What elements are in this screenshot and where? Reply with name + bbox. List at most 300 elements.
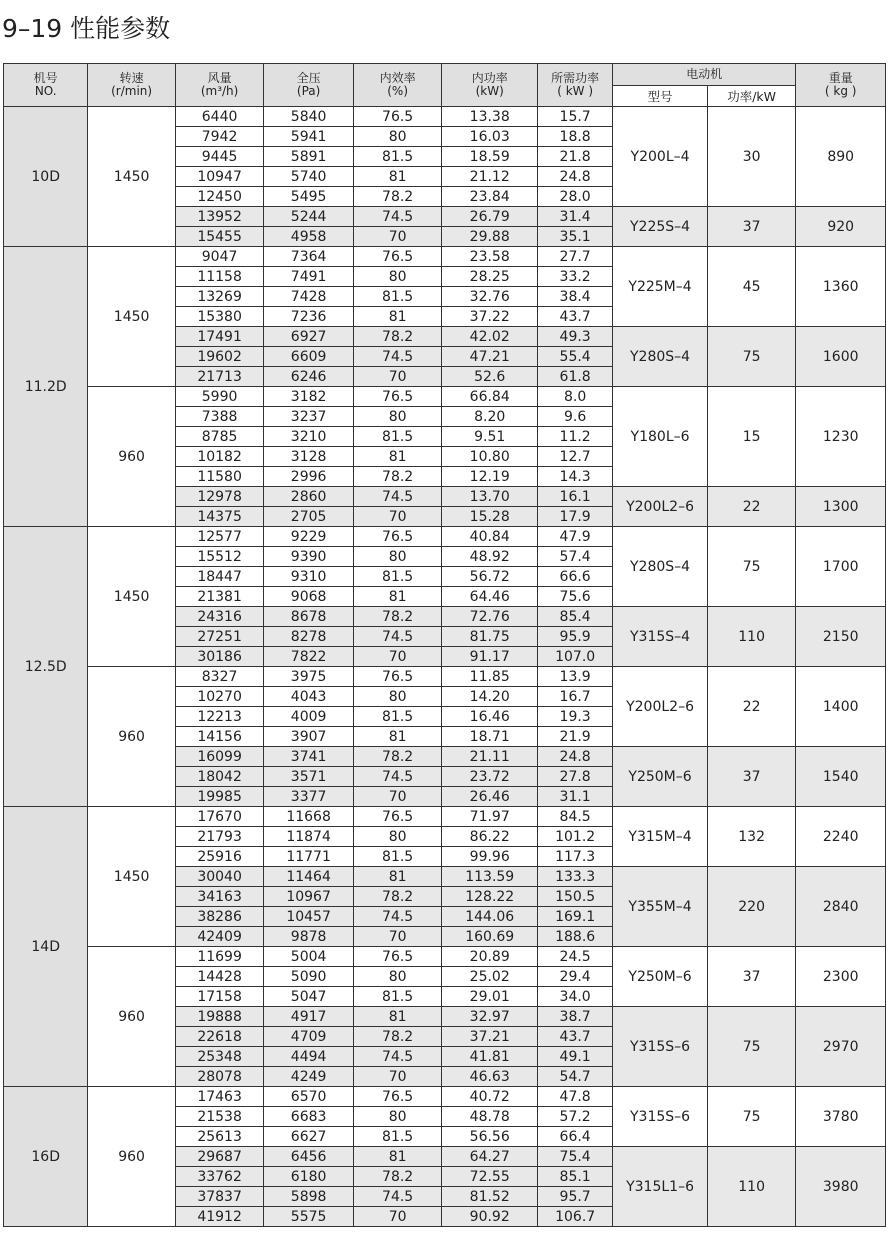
flow-cell: 15512: [175, 547, 264, 567]
motor-model-cell: Y315S–4: [613, 607, 708, 667]
efficiency-cell: 78.2: [353, 467, 442, 487]
header-required-power: 所需功率 ( kW ): [538, 64, 613, 107]
flow-cell: 21538: [175, 1107, 264, 1127]
flow-cell: 13952: [175, 207, 264, 227]
pressure-cell: 3377: [264, 787, 354, 807]
efficiency-cell: 76.5: [353, 807, 442, 827]
inner-power-cell: 32.97: [442, 1007, 538, 1027]
efficiency-cell: 70: [353, 227, 442, 247]
weight-cell: 1300: [796, 487, 886, 527]
required-power-cell: 54.7: [538, 1067, 613, 1087]
motor-power-cell: 37: [707, 947, 796, 1007]
inner-power-cell: 66.84: [442, 387, 538, 407]
efficiency-cell: 70: [353, 507, 442, 527]
flow-cell: 25348: [175, 1047, 264, 1067]
motor-power-cell: 75: [707, 527, 796, 607]
efficiency-cell: 78.2: [353, 1027, 442, 1047]
required-power-cell: 47.8: [538, 1087, 613, 1107]
flow-cell: 22618: [175, 1027, 264, 1047]
efficiency-cell: 80: [353, 967, 442, 987]
efficiency-cell: 70: [353, 367, 442, 387]
required-power-cell: 95.9: [538, 627, 613, 647]
inner-power-cell: 37.22: [442, 307, 538, 327]
inner-power-cell: 32.76: [442, 287, 538, 307]
efficiency-cell: 70: [353, 787, 442, 807]
pressure-cell: 3182: [264, 387, 354, 407]
inner-power-cell: 72.55: [442, 1167, 538, 1187]
inner-power-cell: 21.12: [442, 167, 538, 187]
efficiency-cell: 74.5: [353, 207, 442, 227]
flow-cell: 27251: [175, 627, 264, 647]
efficiency-cell: 70: [353, 647, 442, 667]
header-weight: 重量 ( kg ): [796, 64, 886, 107]
efficiency-cell: 76.5: [353, 1087, 442, 1107]
weight-cell: 1700: [796, 527, 886, 607]
flow-cell: 42409: [175, 927, 264, 947]
inner-power-cell: 13.70: [442, 487, 538, 507]
required-power-cell: 15.7: [538, 107, 613, 127]
inner-power-cell: 40.72: [442, 1087, 538, 1107]
inner-power-cell: 113.59: [442, 867, 538, 887]
inner-power-cell: 160.69: [442, 927, 538, 947]
inner-power-cell: 56.56: [442, 1127, 538, 1147]
flow-cell: 17463: [175, 1087, 264, 1107]
table-row: [4, 807, 886, 827]
flow-cell: 18447: [175, 567, 264, 587]
inner-power-cell: 99.96: [442, 847, 538, 867]
inner-power-cell: 48.92: [442, 547, 538, 567]
efficiency-cell: 81.5: [353, 707, 442, 727]
required-power-cell: 27.7: [538, 247, 613, 267]
required-power-cell: 31.4: [538, 207, 613, 227]
speed-cell: 960: [88, 1087, 175, 1227]
inner-power-cell: 41.81: [442, 1047, 538, 1067]
inner-power-cell: 26.46: [442, 787, 538, 807]
required-power-cell: 14.3: [538, 467, 613, 487]
efficiency-cell: 78.2: [353, 327, 442, 347]
pressure-cell: 6456: [264, 1147, 354, 1167]
inner-power-cell: 9.51: [442, 427, 538, 447]
speed-cell: 1450: [88, 247, 175, 387]
pressure-cell: 10457: [264, 907, 354, 927]
flow-cell: 14428: [175, 967, 264, 987]
weight-cell: 2300: [796, 947, 886, 1007]
efficiency-cell: 80: [353, 127, 442, 147]
efficiency-cell: 78.2: [353, 187, 442, 207]
pressure-cell: 2996: [264, 467, 354, 487]
header-inner-power: 内功率 (kW): [442, 64, 538, 107]
pressure-cell: 5891: [264, 147, 354, 167]
weight-cell: 920: [796, 207, 886, 247]
required-power-cell: 49.3: [538, 327, 613, 347]
flow-cell: 24316: [175, 607, 264, 627]
efficiency-cell: 81: [353, 447, 442, 467]
motor-model-cell: Y225M–4: [613, 247, 708, 327]
machine-no-cell: 12.5D: [4, 527, 88, 807]
pressure-cell: 6627: [264, 1127, 354, 1147]
motor-model-cell: Y200L2–6: [613, 487, 708, 527]
inner-power-cell: 90.92: [442, 1207, 538, 1227]
motor-model-cell: Y280S–4: [613, 327, 708, 387]
flow-cell: 38286: [175, 907, 264, 927]
flow-cell: 34163: [175, 887, 264, 907]
pressure-cell: 7364: [264, 247, 354, 267]
required-power-cell: 21.9: [538, 727, 613, 747]
pressure-cell: 5047: [264, 987, 354, 1007]
flow-cell: 10182: [175, 447, 264, 467]
inner-power-cell: 20.89: [442, 947, 538, 967]
efficiency-cell: 78.2: [353, 1167, 442, 1187]
efficiency-cell: 74.5: [353, 767, 442, 787]
flow-cell: 21713: [175, 367, 264, 387]
required-power-cell: 8.0: [538, 387, 613, 407]
required-power-cell: 85.4: [538, 607, 613, 627]
required-power-cell: 117.3: [538, 847, 613, 867]
efficiency-cell: 74.5: [353, 907, 442, 927]
pressure-cell: 5941: [264, 127, 354, 147]
pressure-cell: 6927: [264, 327, 354, 347]
required-power-cell: 35.1: [538, 227, 613, 247]
efficiency-cell: 76.5: [353, 667, 442, 687]
inner-power-cell: 71.97: [442, 807, 538, 827]
required-power-cell: 49.1: [538, 1047, 613, 1067]
required-power-cell: 55.4: [538, 347, 613, 367]
flow-cell: 14156: [175, 727, 264, 747]
motor-model-cell: Y225S–4: [613, 207, 708, 247]
efficiency-cell: 81: [353, 587, 442, 607]
inner-power-cell: 40.84: [442, 527, 538, 547]
required-power-cell: 9.6: [538, 407, 613, 427]
inner-power-cell: 48.78: [442, 1107, 538, 1127]
pressure-cell: 10967: [264, 887, 354, 907]
table-row: [4, 1087, 886, 1107]
inner-power-cell: 29.88: [442, 227, 538, 247]
required-power-cell: 17.9: [538, 507, 613, 527]
flow-cell: 7942: [175, 127, 264, 147]
pressure-cell: 11874: [264, 827, 354, 847]
inner-power-cell: 23.58: [442, 247, 538, 267]
required-power-cell: 16.1: [538, 487, 613, 507]
inner-power-cell: 64.46: [442, 587, 538, 607]
table-body: [4, 107, 886, 1227]
required-power-cell: 85.1: [538, 1167, 613, 1187]
pressure-cell: 2705: [264, 507, 354, 527]
inner-power-cell: 28.25: [442, 267, 538, 287]
machine-no-cell: 16D: [4, 1087, 88, 1227]
efficiency-cell: 78.2: [353, 747, 442, 767]
efficiency-cell: 74.5: [353, 627, 442, 647]
efficiency-cell: 78.2: [353, 607, 442, 627]
inner-power-cell: 8.20: [442, 407, 538, 427]
pressure-cell: 11668: [264, 807, 354, 827]
motor-power-cell: 110: [707, 1147, 796, 1227]
inner-power-cell: 64.27: [442, 1147, 538, 1167]
inner-power-cell: 15.28: [442, 507, 538, 527]
pressure-cell: 3237: [264, 407, 354, 427]
inner-power-cell: 72.76: [442, 607, 538, 627]
pressure-cell: 6683: [264, 1107, 354, 1127]
motor-model-cell: Y180L–6: [613, 387, 708, 487]
required-power-cell: 24.5: [538, 947, 613, 967]
motor-model-cell: Y315S–6: [613, 1007, 708, 1087]
pressure-cell: 5840: [264, 107, 354, 127]
required-power-cell: 12.7: [538, 447, 613, 467]
required-power-cell: 29.4: [538, 967, 613, 987]
weight-cell: 2150: [796, 607, 886, 667]
required-power-cell: 21.8: [538, 147, 613, 167]
inner-power-cell: 56.72: [442, 567, 538, 587]
pressure-cell: 3210: [264, 427, 354, 447]
inner-power-cell: 13.38: [442, 107, 538, 127]
flow-cell: 12450: [175, 187, 264, 207]
efficiency-cell: 70: [353, 1207, 442, 1227]
efficiency-cell: 81: [353, 167, 442, 187]
required-power-cell: 13.9: [538, 667, 613, 687]
pressure-cell: 4043: [264, 687, 354, 707]
inner-power-cell: 81.75: [442, 627, 538, 647]
efficiency-cell: 76.5: [353, 947, 442, 967]
inner-power-cell: 21.11: [442, 747, 538, 767]
weight-cell: 1540: [796, 747, 886, 807]
flow-cell: 18042: [175, 767, 264, 787]
pressure-cell: 6180: [264, 1167, 354, 1187]
required-power-cell: 95.7: [538, 1187, 613, 1207]
flow-cell: 6440: [175, 107, 264, 127]
inner-power-cell: 144.06: [442, 907, 538, 927]
required-power-cell: 24.8: [538, 747, 613, 767]
header-motor-model: 型号: [613, 86, 708, 107]
efficiency-cell: 80: [353, 827, 442, 847]
inner-power-cell: 42.02: [442, 327, 538, 347]
efficiency-cell: 81.5: [353, 987, 442, 1007]
pressure-cell: 5898: [264, 1187, 354, 1207]
required-power-cell: 106.7: [538, 1207, 613, 1227]
machine-no-cell: 11.2D: [4, 247, 88, 527]
pressure-cell: 9310: [264, 567, 354, 587]
header-flow: 风量 (m³/h): [175, 64, 264, 107]
header-pressure: 全压 (Pa): [264, 64, 354, 107]
motor-model-cell: Y200L–4: [613, 107, 708, 207]
pressure-cell: 4009: [264, 707, 354, 727]
required-power-cell: 27.8: [538, 767, 613, 787]
pressure-cell: 9390: [264, 547, 354, 567]
flow-cell: 25613: [175, 1127, 264, 1147]
required-power-cell: 101.2: [538, 827, 613, 847]
required-power-cell: 150.5: [538, 887, 613, 907]
motor-power-cell: 37: [707, 207, 796, 247]
pressure-cell: 7491: [264, 267, 354, 287]
flow-cell: 8327: [175, 667, 264, 687]
motor-power-cell: 22: [707, 667, 796, 747]
pressure-cell: 5495: [264, 187, 354, 207]
required-power-cell: 57.2: [538, 1107, 613, 1127]
flow-cell: 12213: [175, 707, 264, 727]
motor-model-cell: Y250M–6: [613, 947, 708, 1007]
speed-cell: 1450: [88, 527, 175, 667]
efficiency-cell: 81: [353, 867, 442, 887]
flow-cell: 19602: [175, 347, 264, 367]
inner-power-cell: 16.46: [442, 707, 538, 727]
flow-cell: 14375: [175, 507, 264, 527]
speed-cell: 960: [88, 387, 175, 527]
efficiency-cell: 78.2: [353, 887, 442, 907]
flow-cell: 12577: [175, 527, 264, 547]
inner-power-cell: 16.03: [442, 127, 538, 147]
performance-table: [3, 63, 886, 1227]
required-power-cell: 84.5: [538, 807, 613, 827]
required-power-cell: 169.1: [538, 907, 613, 927]
efficiency-cell: 81.5: [353, 567, 442, 587]
pressure-cell: 4709: [264, 1027, 354, 1047]
required-power-cell: 107.0: [538, 647, 613, 667]
weight-cell: 3980: [796, 1147, 886, 1227]
flow-cell: 17158: [175, 987, 264, 1007]
required-power-cell: 31.1: [538, 787, 613, 807]
weight-cell: 2970: [796, 1007, 886, 1087]
flow-cell: 21793: [175, 827, 264, 847]
pressure-cell: 6570: [264, 1087, 354, 1107]
flow-cell: 8785: [175, 427, 264, 447]
efficiency-cell: 81.5: [353, 427, 442, 447]
motor-model-cell: Y200L2–6: [613, 667, 708, 747]
efficiency-cell: 74.5: [353, 347, 442, 367]
flow-cell: 11158: [175, 267, 264, 287]
inner-power-cell: 81.52: [442, 1187, 538, 1207]
inner-power-cell: 10.80: [442, 447, 538, 467]
flow-cell: 11699: [175, 947, 264, 967]
required-power-cell: 38.7: [538, 1007, 613, 1027]
speed-cell: 960: [88, 947, 175, 1087]
inner-power-cell: 46.63: [442, 1067, 538, 1087]
efficiency-cell: 81: [353, 1007, 442, 1027]
flow-cell: 33762: [175, 1167, 264, 1187]
flow-cell: 13269: [175, 287, 264, 307]
pressure-cell: 3907: [264, 727, 354, 747]
weight-cell: 1230: [796, 387, 886, 487]
flow-cell: 10947: [175, 167, 264, 187]
inner-power-cell: 29.01: [442, 987, 538, 1007]
pressure-cell: 8278: [264, 627, 354, 647]
efficiency-cell: 80: [353, 547, 442, 567]
flow-cell: 5990: [175, 387, 264, 407]
speed-cell: 1450: [88, 107, 175, 247]
page-title: 9–19 性能参数: [2, 14, 171, 43]
motor-power-cell: 45: [707, 247, 796, 327]
required-power-cell: 34.0: [538, 987, 613, 1007]
inner-power-cell: 12.19: [442, 467, 538, 487]
flow-cell: 12978: [175, 487, 264, 507]
pressure-cell: 5090: [264, 967, 354, 987]
inner-power-cell: 91.17: [442, 647, 538, 667]
machine-no-cell: 10D: [4, 107, 88, 247]
inner-power-cell: 37.21: [442, 1027, 538, 1047]
inner-power-cell: 11.85: [442, 667, 538, 687]
flow-cell: 17491: [175, 327, 264, 347]
required-power-cell: 18.8: [538, 127, 613, 147]
flow-cell: 25916: [175, 847, 264, 867]
header-speed: 转速 (r/min): [88, 64, 175, 107]
efficiency-cell: 74.5: [353, 1187, 442, 1207]
flow-cell: 30040: [175, 867, 264, 887]
efficiency-cell: 81.5: [353, 847, 442, 867]
flow-cell: 17670: [175, 807, 264, 827]
pressure-cell: 3571: [264, 767, 354, 787]
pressure-cell: 9068: [264, 587, 354, 607]
required-power-cell: 57.4: [538, 547, 613, 567]
header-motor: 电动机: [613, 64, 796, 86]
pressure-cell: 3128: [264, 447, 354, 467]
inner-power-cell: 52.6: [442, 367, 538, 387]
efficiency-cell: 74.5: [353, 1047, 442, 1067]
motor-model-cell: Y250M–6: [613, 747, 708, 807]
required-power-cell: 28.0: [538, 187, 613, 207]
weight-cell: 1360: [796, 247, 886, 327]
table-row: [4, 387, 886, 407]
machine-no-cell: 14D: [4, 807, 88, 1087]
table-row: [4, 247, 886, 267]
table-row: [4, 527, 886, 547]
required-power-cell: 33.2: [538, 267, 613, 287]
inner-power-cell: 25.02: [442, 967, 538, 987]
required-power-cell: 43.7: [538, 1027, 613, 1047]
header-motor-power: 功率/kW: [707, 86, 796, 107]
speed-cell: 960: [88, 667, 175, 807]
required-power-cell: 11.2: [538, 427, 613, 447]
pressure-cell: 3741: [264, 747, 354, 767]
motor-power-cell: 37: [707, 747, 796, 807]
required-power-cell: 66.6: [538, 567, 613, 587]
header-efficiency: 内效率 (%): [353, 64, 442, 107]
motor-power-cell: 132: [707, 807, 796, 867]
efficiency-cell: 80: [353, 267, 442, 287]
pressure-cell: 3975: [264, 667, 354, 687]
inner-power-cell: 18.59: [442, 147, 538, 167]
pressure-cell: 9878: [264, 927, 354, 947]
flow-cell: 37837: [175, 1187, 264, 1207]
efficiency-cell: 76.5: [353, 247, 442, 267]
efficiency-cell: 74.5: [353, 487, 442, 507]
required-power-cell: 133.3: [538, 867, 613, 887]
flow-cell: 7388: [175, 407, 264, 427]
inner-power-cell: 23.72: [442, 767, 538, 787]
header-machine-no: 机号 NO.: [4, 64, 88, 107]
weight-cell: 2240: [796, 807, 886, 867]
efficiency-cell: 80: [353, 407, 442, 427]
weight-cell: 2840: [796, 867, 886, 947]
motor-model-cell: Y315M–4: [613, 807, 708, 867]
flow-cell: 16099: [175, 747, 264, 767]
pressure-cell: 8678: [264, 607, 354, 627]
efficiency-cell: 80: [353, 1107, 442, 1127]
flow-cell: 11580: [175, 467, 264, 487]
flow-cell: 30186: [175, 647, 264, 667]
flow-cell: 28078: [175, 1067, 264, 1087]
motor-power-cell: 75: [707, 1087, 796, 1147]
motor-power-cell: 30: [707, 107, 796, 207]
inner-power-cell: 86.22: [442, 827, 538, 847]
pressure-cell: 5244: [264, 207, 354, 227]
required-power-cell: 75.6: [538, 587, 613, 607]
inner-power-cell: 128.22: [442, 887, 538, 907]
pressure-cell: 4494: [264, 1047, 354, 1067]
pressure-cell: 6609: [264, 347, 354, 367]
efficiency-cell: 81.5: [353, 147, 442, 167]
required-power-cell: 75.4: [538, 1147, 613, 1167]
motor-power-cell: 22: [707, 487, 796, 527]
efficiency-cell: 81: [353, 307, 442, 327]
table-header: [4, 64, 886, 107]
efficiency-cell: 81: [353, 727, 442, 747]
